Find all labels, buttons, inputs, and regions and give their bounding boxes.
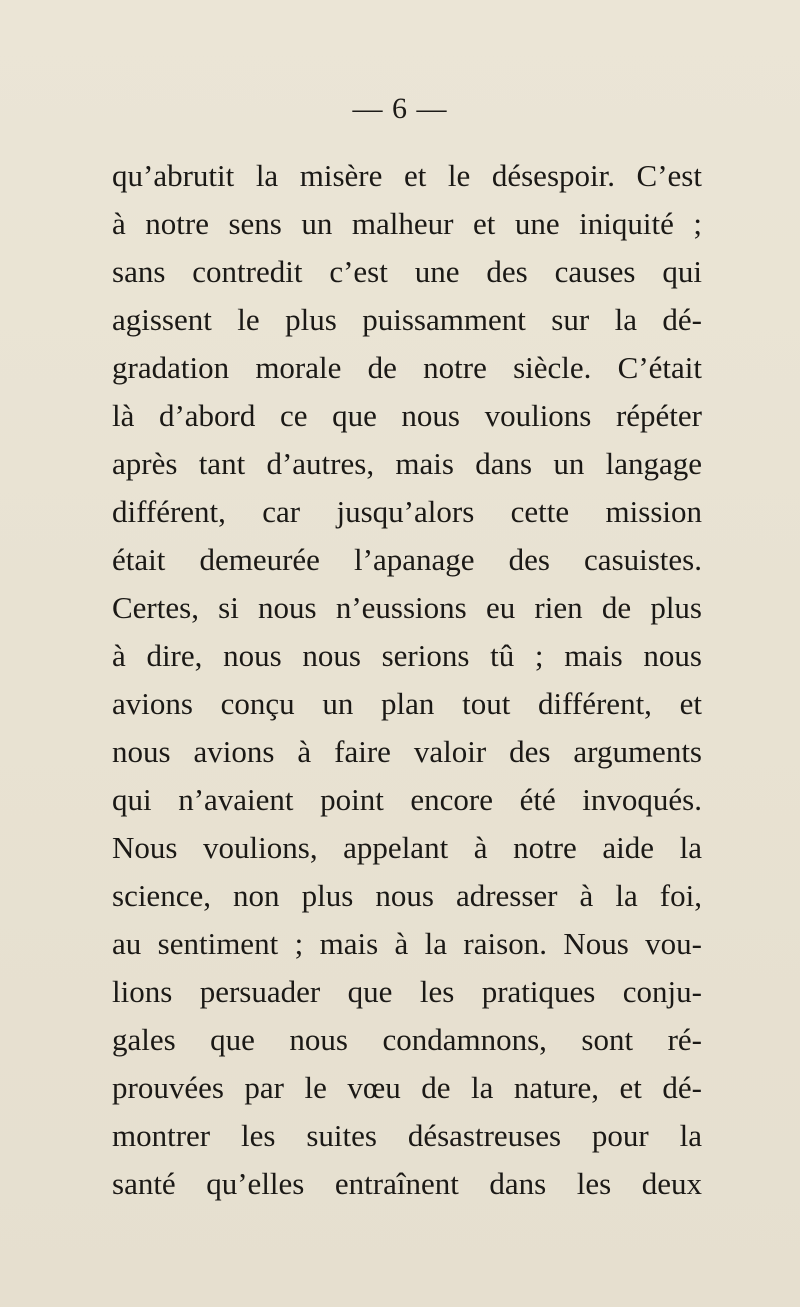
text-line: santé qu’elles entraînent dans les deux xyxy=(112,1166,702,1201)
text-line: prouvées par le vœu de la nature, et dé- xyxy=(112,1070,702,1105)
text-line: avions conçu un plan tout différent, et xyxy=(112,686,702,721)
text-line: à dire, nous nous serions tû ; mais nous xyxy=(112,638,702,673)
text-line: au sentiment ; mais à la raison. Nous vou- xyxy=(112,926,702,961)
text-line: sans contredit c’est une des causes qui xyxy=(112,254,702,289)
body-text xyxy=(112,152,702,1208)
text-line: qu’abrutit la misère et le désespoir. C’est xyxy=(112,158,702,193)
text-line: montrer les suites désastreuses pour la xyxy=(112,1118,702,1153)
text-line: lions persuader que les pratiques conju- xyxy=(112,974,702,1009)
text-line: différent, car jusqu’alors cette mission xyxy=(112,494,702,529)
text-line: gradation morale de notre siècle. C’était xyxy=(112,350,702,385)
page-number: — 6 — xyxy=(352,92,448,125)
text-line: après tant d’autres, mais dans un langage xyxy=(112,446,702,481)
text-line: là d’abord ce que nous voulions répéter xyxy=(112,398,702,433)
text-line: gales que nous condamnons, sont ré- xyxy=(112,1022,702,1057)
text-line: Certes, si nous n’eussions eu rien de plus xyxy=(112,590,702,625)
text-line: agissent le plus puissamment sur la dé- xyxy=(112,302,702,337)
text-line: Nous voulions, appelant à notre aide la xyxy=(112,830,702,865)
text-line: était demeurée l’apanage des casuistes. xyxy=(112,542,702,577)
text-line: science, non plus nous adresser à la foi, xyxy=(112,878,702,913)
text-line: qui n’avaient point encore été invoqués. xyxy=(112,782,702,817)
text-line: à notre sens un malheur et une iniquité ; xyxy=(112,206,702,241)
text-line: nous avions à faire valoir des arguments xyxy=(112,734,702,769)
